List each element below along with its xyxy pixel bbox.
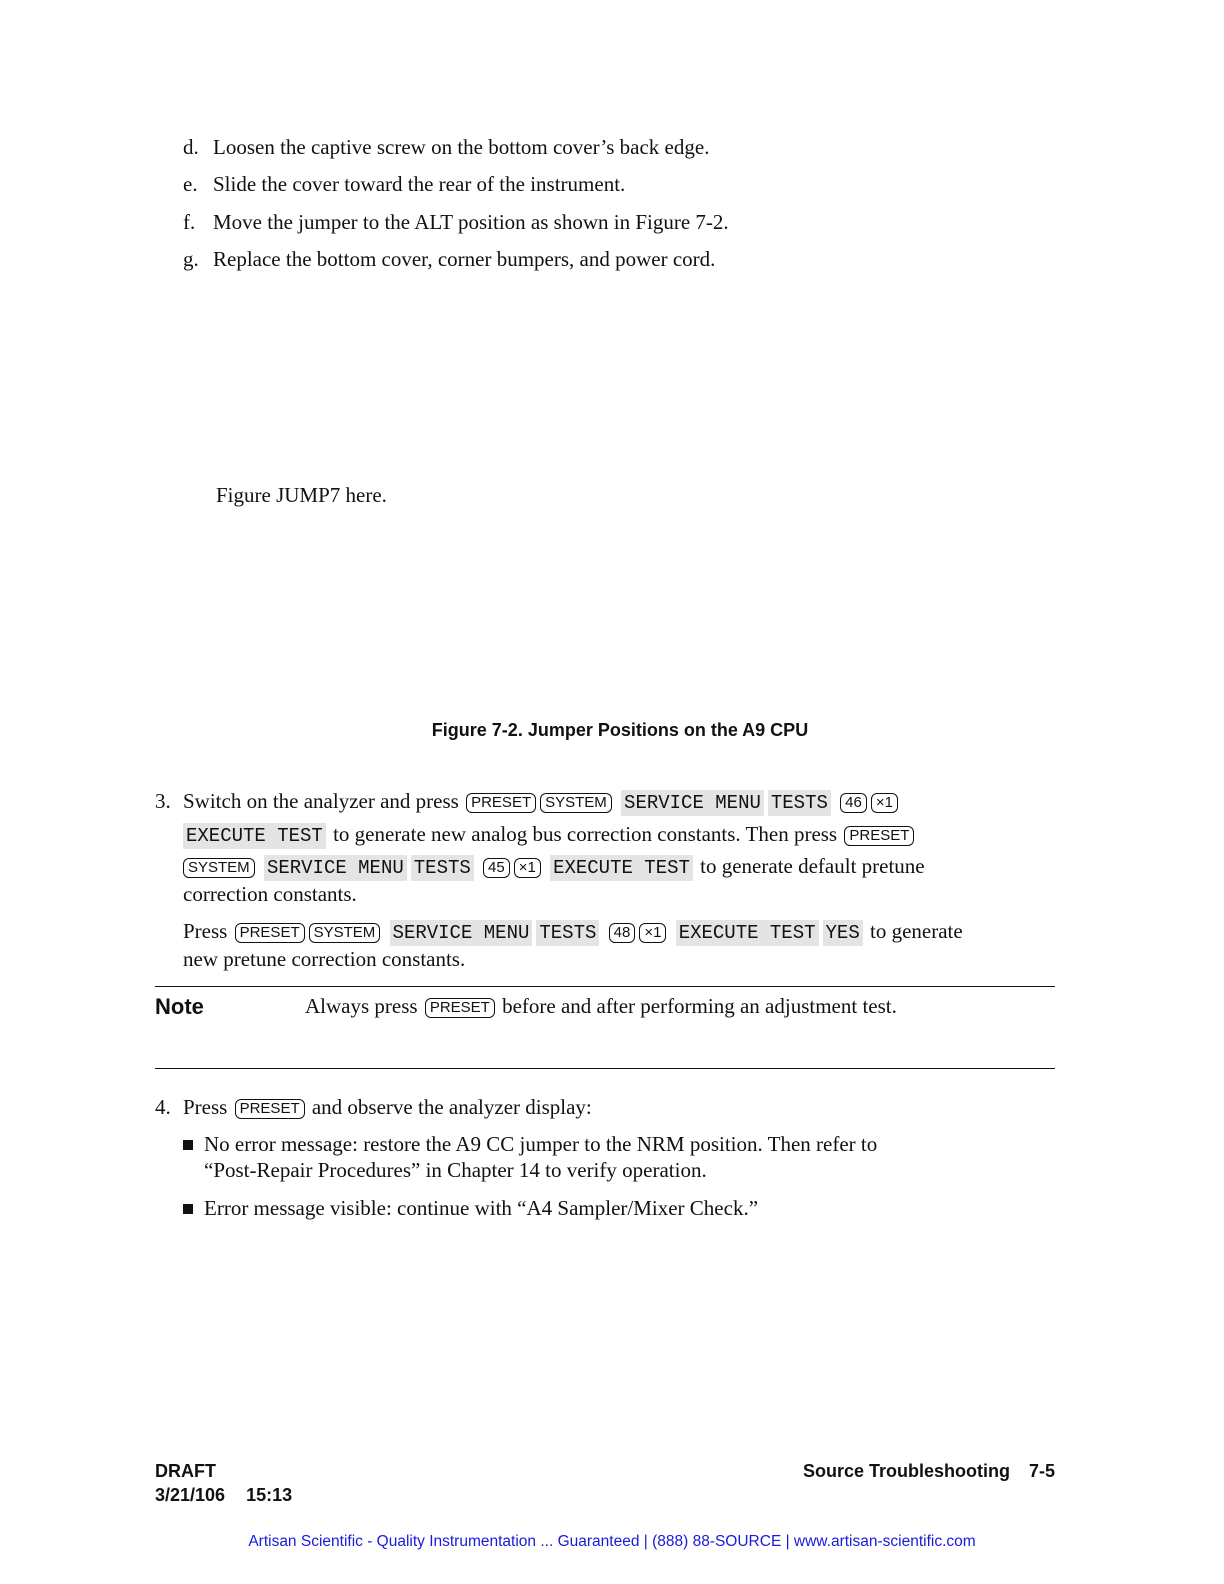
step-3-label: 3. [155, 789, 171, 813]
tests-softkey[interactable]: TESTS [411, 855, 474, 881]
figure-caption: Figure 7-2. Jumper Positions on the A9 CPU [431, 720, 809, 740]
execute-test-softkey[interactable]: EXECUTE TEST [183, 823, 326, 849]
artisan-banner-link[interactable]: Artisan Scientific - Quality Instrumentation ... Guaranteed | (888) 88-SOURCE | www.artisan-scientific.com [248, 1533, 976, 1550]
x1-key[interactable]: ×1 [871, 793, 898, 813]
preset-key[interactable]: PRESET [844, 826, 914, 846]
step-text: correction constants. [183, 881, 357, 906]
step-text: Press [183, 1095, 228, 1119]
yes-softkey[interactable]: YES [823, 920, 863, 946]
key-46[interactable]: 46 [840, 793, 867, 813]
step-3-line [183, 915, 1063, 948]
note-text-pre: Always press [305, 994, 418, 1018]
service-menu-softkey[interactable]: SERVICE MENU [264, 855, 407, 881]
page-number: 7-5 [1028, 1461, 1055, 1481]
note-top-rule [155, 986, 1055, 987]
step-text: Loosen the captive screw on the bottom cover’s back edge. [213, 135, 710, 159]
tests-softkey[interactable]: TESTS [536, 920, 599, 946]
step-text: and observe the analyzer display: [311, 1095, 592, 1119]
step-label: e. [183, 172, 198, 196]
section-title: Source Troubleshooting [802, 1461, 1010, 1481]
step-label: g. [183, 247, 199, 271]
step-text: to generate default pretune [700, 854, 925, 878]
step-4-label: 4. [155, 1095, 171, 1119]
step-text: Slide the cover toward the rear of the instrument. [213, 172, 626, 196]
footer-left [155, 1459, 292, 1507]
x1-key[interactable]: ×1 [639, 923, 666, 943]
key-45[interactable]: 45 [483, 858, 510, 878]
key-48[interactable]: 48 [609, 923, 636, 943]
step-text: Press [183, 919, 228, 943]
note-text-post: before and after performing an adjustment test. [502, 994, 897, 1018]
execute-test-softkey[interactable]: EXECUTE TEST [676, 920, 819, 946]
preset-key[interactable]: PRESET [425, 998, 495, 1018]
step-text: Switch on the analyzer and press [183, 789, 459, 813]
step-g [183, 246, 715, 272]
bullet-item [183, 1131, 877, 1157]
execute-test-softkey[interactable]: EXECUTE TEST [550, 855, 693, 881]
preset-key[interactable]: PRESET [466, 793, 536, 813]
preset-key[interactable]: PRESET [235, 1099, 305, 1119]
bullet-icon [183, 1140, 193, 1150]
preset-key[interactable]: PRESET [235, 923, 305, 943]
step-text: Replace the bottom cover, corner bumpers, and power cord. [213, 247, 716, 271]
note-heading: Note [155, 994, 204, 1019]
figure-placeholder: Figure JUMP7 here. [216, 483, 387, 507]
footer-right [803, 1459, 1055, 1483]
step-e [183, 171, 625, 197]
service-menu-softkey[interactable]: SERVICE MENU [621, 790, 764, 816]
step-3-press-paragraph [183, 915, 1063, 970]
note-text [305, 990, 897, 1023]
service-menu-softkey[interactable]: SERVICE MENU [390, 920, 533, 946]
system-key[interactable]: SYSTEM [540, 793, 612, 813]
bullet-text: No error message: restore the A9 CC jumper to the NRM position. Then refer to [204, 1132, 878, 1156]
step-text: Move the jumper to the ALT position as shown in Figure 7-2. [213, 210, 729, 234]
step-3-line [183, 818, 1063, 851]
step-3-body [183, 785, 1063, 905]
system-key[interactable]: SYSTEM [183, 858, 255, 878]
draft-label: DRAFT [155, 1461, 216, 1481]
system-key[interactable]: SYSTEM [309, 923, 381, 943]
step-text: new pretune correction constants. [183, 946, 466, 971]
bullet-item [183, 1195, 758, 1221]
bullet-item-continued: “Post-Repair Procedures” in Chapter 14 to verify operation. [204, 1158, 707, 1182]
step-3-line [183, 785, 1063, 818]
step-3-line [183, 850, 1063, 883]
tests-softkey[interactable]: TESTS [768, 790, 831, 816]
footer-time: 15:13 [246, 1485, 293, 1505]
footer-timestamp [155, 1483, 292, 1507]
step-label: f. [183, 210, 196, 234]
step-d [183, 134, 709, 160]
bullet-text: Error message visible: continue with “A4 Sampler/Mixer Check.” [204, 1196, 759, 1220]
step-text: to generate new analog bus correction constants. Then press [333, 821, 838, 846]
step-label: d. [183, 135, 199, 159]
step-4-text [183, 1091, 592, 1124]
step-f [183, 209, 729, 235]
footer-date: 3/21/106 [155, 1485, 226, 1505]
bullet-icon [183, 1204, 193, 1214]
x1-key[interactable]: ×1 [514, 858, 541, 878]
step-text: to generate [869, 919, 963, 943]
note-bottom-rule [155, 1068, 1055, 1069]
